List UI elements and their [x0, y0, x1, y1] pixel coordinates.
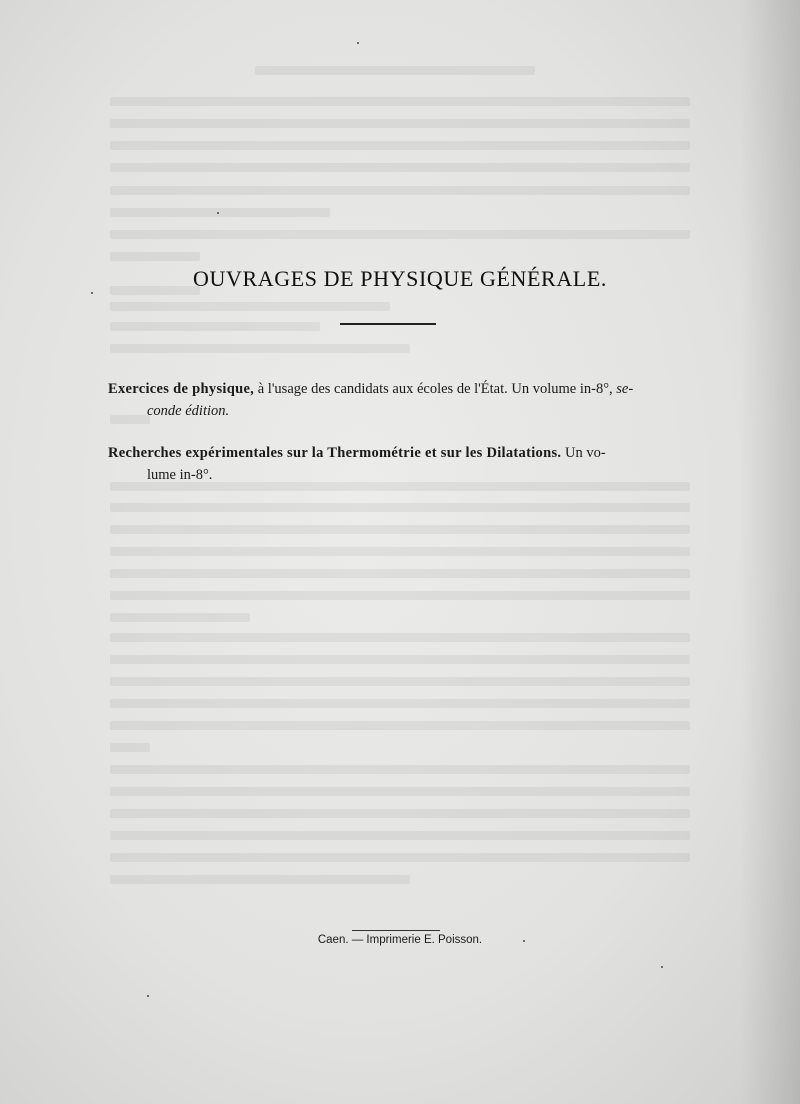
- entry-title: Recherches expérimentales sur la Thermométrie et sur les Dilatations.: [108, 445, 562, 461]
- entry-description: à l'usage des candidats aux écoles de l'État. Un volume in-8°,: [254, 381, 617, 397]
- entry-edition-cont: conde édition.: [147, 403, 230, 419]
- entry-title: Exercices de physique,: [108, 381, 255, 397]
- paper-speck: [661, 966, 663, 968]
- entry-description: Un vo-: [561, 445, 606, 461]
- printer-imprint: Caen. — Imprimerie E. Poisson.: [317, 934, 483, 946]
- paper-speck: [357, 42, 359, 44]
- entry-edition: se-: [616, 381, 634, 397]
- entry-description-cont: lume in-8°.: [147, 467, 213, 483]
- footer-divider: [352, 930, 440, 931]
- page-title: OUVRAGES DE PHYSIQUE GÉNÉRALE.: [193, 266, 607, 291]
- paper-speck: [217, 212, 219, 214]
- paper-speck: [91, 292, 93, 294]
- paper-speck: [147, 995, 149, 997]
- book-entry-recherches: [108, 442, 692, 486]
- book-entry-exercices: [108, 378, 692, 422]
- title-divider: [340, 323, 436, 325]
- paper-speck: [523, 940, 525, 942]
